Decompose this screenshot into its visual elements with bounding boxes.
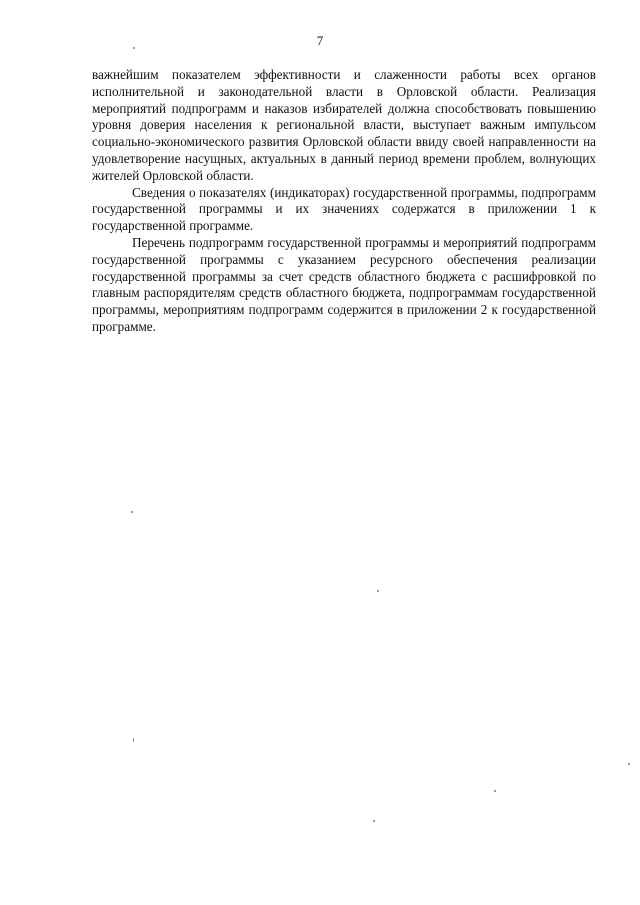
scan-speck: [131, 511, 133, 513]
page-number: 7: [316, 33, 324, 48]
paragraph-subprograms-list: Перечень подпрограмм государственной программы и мероприятий подпрограмм государственной программы с указанием ресурсного обеспечения реализации государственной программы за счет средств областного бюджета с расшифровкой по главным распорядителям средств областного бюджета, подпрограммам государственной программы, мероприятиям подпрограмм содержится в приложении 2 к государственной программе.: [92, 234, 596, 334]
scan-speck: [133, 738, 134, 742]
paragraph-continuation: важнейшим показателем эффективности и слаженности работы всех органов исполнительной и законодательной власти в Орловской области. Реализация мероприятий подпрограмм и наказов избирателей должна способствовать повышению уровня доверия населения к региональной власти, выступает важным импульсом социально-экономического развития Орловской области ввиду своей направленности на удовлетворение насущных, актуальных в данный период времени проблем, волнующих жителей Орловской области.: [92, 67, 596, 183]
paragraph-indicators: Сведения о показателях (индикаторах) государственной программы, подпрограмм государственной программы и их значениях содержатся в приложении 1 к государственной программе.: [92, 184, 596, 234]
scan-speck: [373, 820, 375, 822]
scan-speck: [377, 590, 379, 592]
scan-speck: [133, 47, 135, 49]
scan-speck: [494, 790, 496, 792]
scan-speck: [628, 763, 630, 765]
body-text: [92, 67, 596, 336]
